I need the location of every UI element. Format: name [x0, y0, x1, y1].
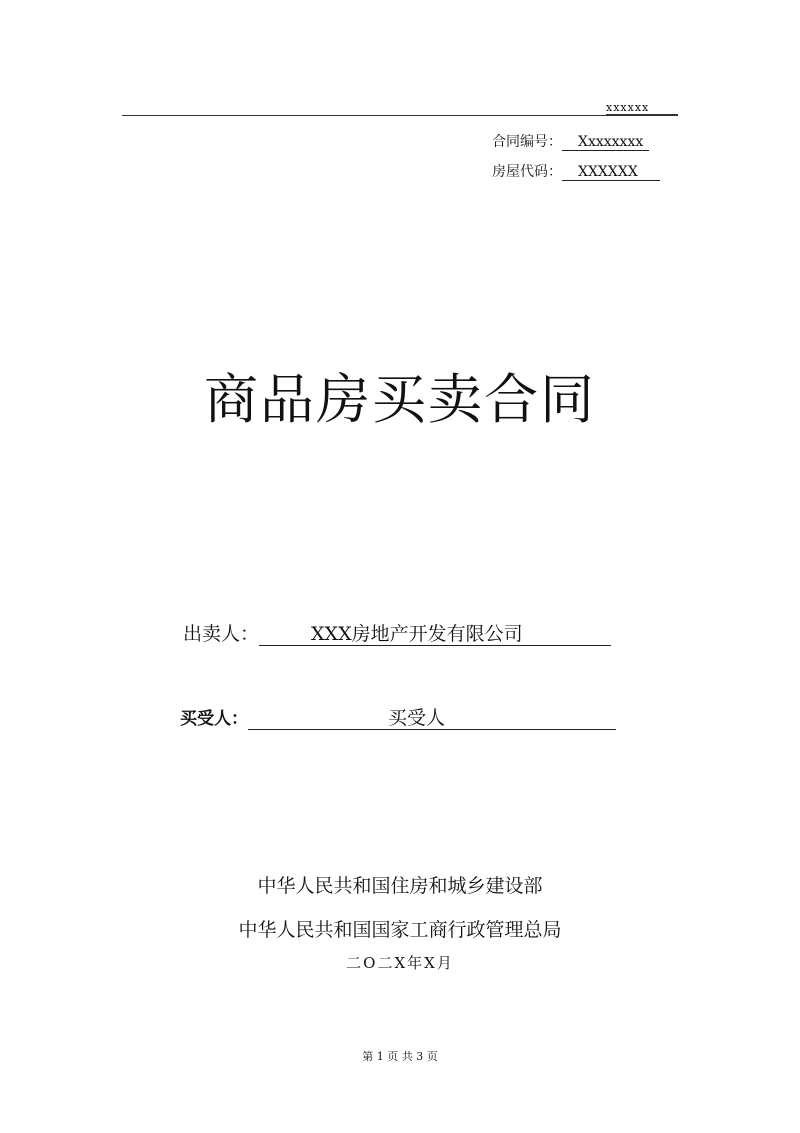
header-code: xxxxxx [606, 102, 678, 115]
contract-number-label: 合同编号： [492, 134, 562, 150]
header-rule [122, 115, 678, 116]
seller-row [183, 622, 611, 646]
house-code-value: XXXXXX [562, 164, 660, 181]
house-code-row [492, 163, 660, 181]
issue-date: 二O二X年X月 [346, 954, 454, 972]
contract-number-value: Xxxxxxxx [562, 134, 649, 151]
contract-number-row [492, 133, 649, 151]
house-code-label: 房屋代码： [492, 164, 562, 180]
buyer-row [180, 706, 616, 731]
seller-label: 出卖人： [183, 623, 260, 645]
issuer-ministry-housing: 中华人民共和国住房和城乡建设部 [257, 875, 543, 897]
buyer-value: 买受人 [248, 707, 616, 730]
issuer-industry-commerce: 中华人民共和国国家工商行政管理总局 [238, 919, 562, 941]
buyer-label: 买受人： [180, 709, 248, 729]
seller-value: XXX房地产开发有限公司 [259, 623, 611, 646]
document-title: 商品房买卖合同 [204, 368, 596, 431]
page-number: 第 1 页 共 3 页 [362, 1050, 438, 1063]
